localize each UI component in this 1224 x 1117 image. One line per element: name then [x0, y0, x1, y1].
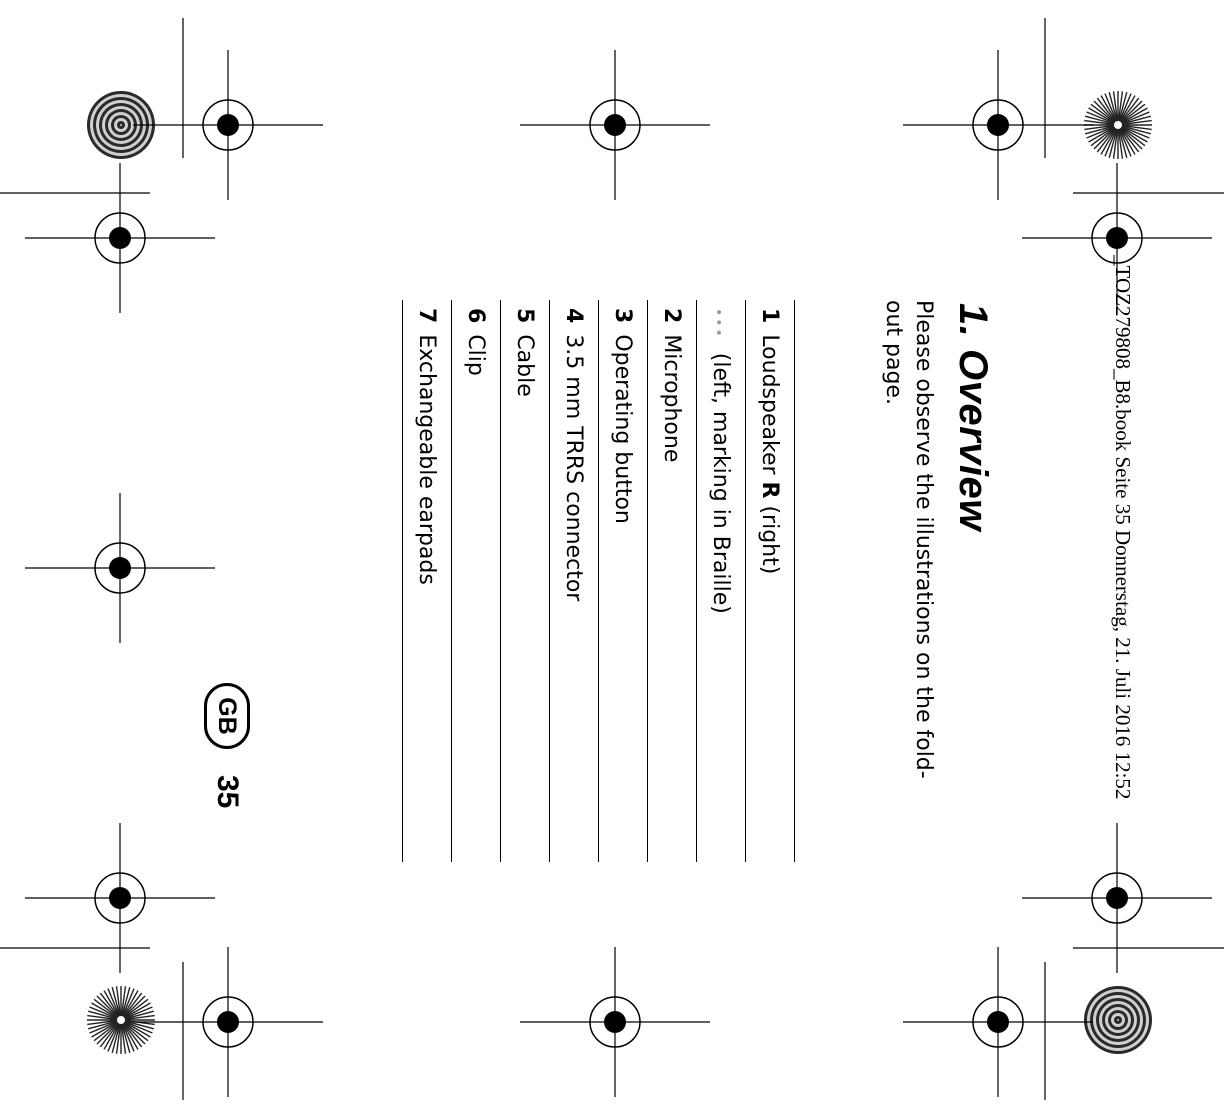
parts-table: [402, 300, 795, 862]
table-row: [648, 300, 697, 862]
part-number: 7: [414, 308, 440, 324]
part-label: Microphone: [659, 334, 685, 463]
part-label: Loudspeaker: [757, 334, 783, 482]
registration-mark-icon: [25, 493, 215, 643]
part-number: 2: [659, 308, 685, 324]
part-label: 3.5 mm TRRS connector: [561, 334, 587, 602]
registration-mark-icon: [903, 947, 1093, 1097]
part-cell: [746, 300, 795, 862]
part-label: Exchangeable earpads: [414, 334, 440, 585]
parts-table-wrapper: [402, 300, 795, 862]
part-cell: [501, 300, 550, 862]
intro-line: out page.: [881, 300, 906, 405]
part-number: 4: [561, 308, 587, 324]
part-number: 5: [512, 308, 538, 324]
part-cell: [648, 300, 697, 862]
registration-mark-icon: [520, 947, 710, 1097]
part-cell: [599, 300, 648, 862]
part-label: Cable: [512, 334, 538, 397]
intro-text: [878, 300, 938, 779]
page-number: 35: [211, 775, 244, 809]
registration-mark-icon: [903, 50, 1093, 200]
registration-mark-icon: [133, 50, 323, 200]
registration-mark-icon: [25, 823, 215, 973]
table-row: [599, 300, 648, 862]
table-row: [452, 300, 501, 862]
table-row: [746, 300, 795, 862]
country-badge: GB: [204, 683, 250, 749]
page-footer: [204, 683, 250, 808]
part-cell: [697, 300, 746, 862]
part-cell: [452, 300, 501, 862]
part-number: 6: [463, 308, 489, 324]
table-row: [697, 300, 746, 862]
braille-dots-icon: •••: [710, 308, 727, 339]
part-note: (left, marking in Braille): [708, 352, 734, 614]
file-header-line: _TOZ279808_B8.book Seite 35 Donnerstag, 21. Juli 2016 12:52: [1111, 255, 1135, 800]
intro-line: Please observe the illustrations on the fold-: [911, 300, 936, 779]
section-title-text: Overview: [951, 348, 995, 531]
part-number: 1: [757, 308, 783, 324]
color-calibration-target-icon: [87, 986, 155, 1054]
part-cell: [550, 300, 599, 862]
table-row: [550, 300, 599, 862]
table-row: [501, 300, 550, 862]
part-cell: [403, 300, 452, 862]
part-number: 3: [610, 308, 636, 324]
registration-mark-icon: [520, 50, 710, 200]
part-label: Clip: [463, 334, 489, 376]
part-label: (right): [757, 498, 783, 575]
registration-mark-icon: [133, 947, 323, 1097]
color-calibration-target-icon: [1084, 986, 1152, 1054]
registration-mark-icon: [1022, 823, 1212, 973]
registration-mark-icon: [25, 163, 215, 313]
part-label-emphasis: R: [757, 481, 783, 499]
section-title: [953, 303, 993, 531]
table-row: [403, 300, 452, 862]
section-number: 1.: [951, 303, 995, 338]
part-label: Operating button: [610, 334, 636, 524]
color-calibration-target-icon: [1084, 91, 1152, 159]
